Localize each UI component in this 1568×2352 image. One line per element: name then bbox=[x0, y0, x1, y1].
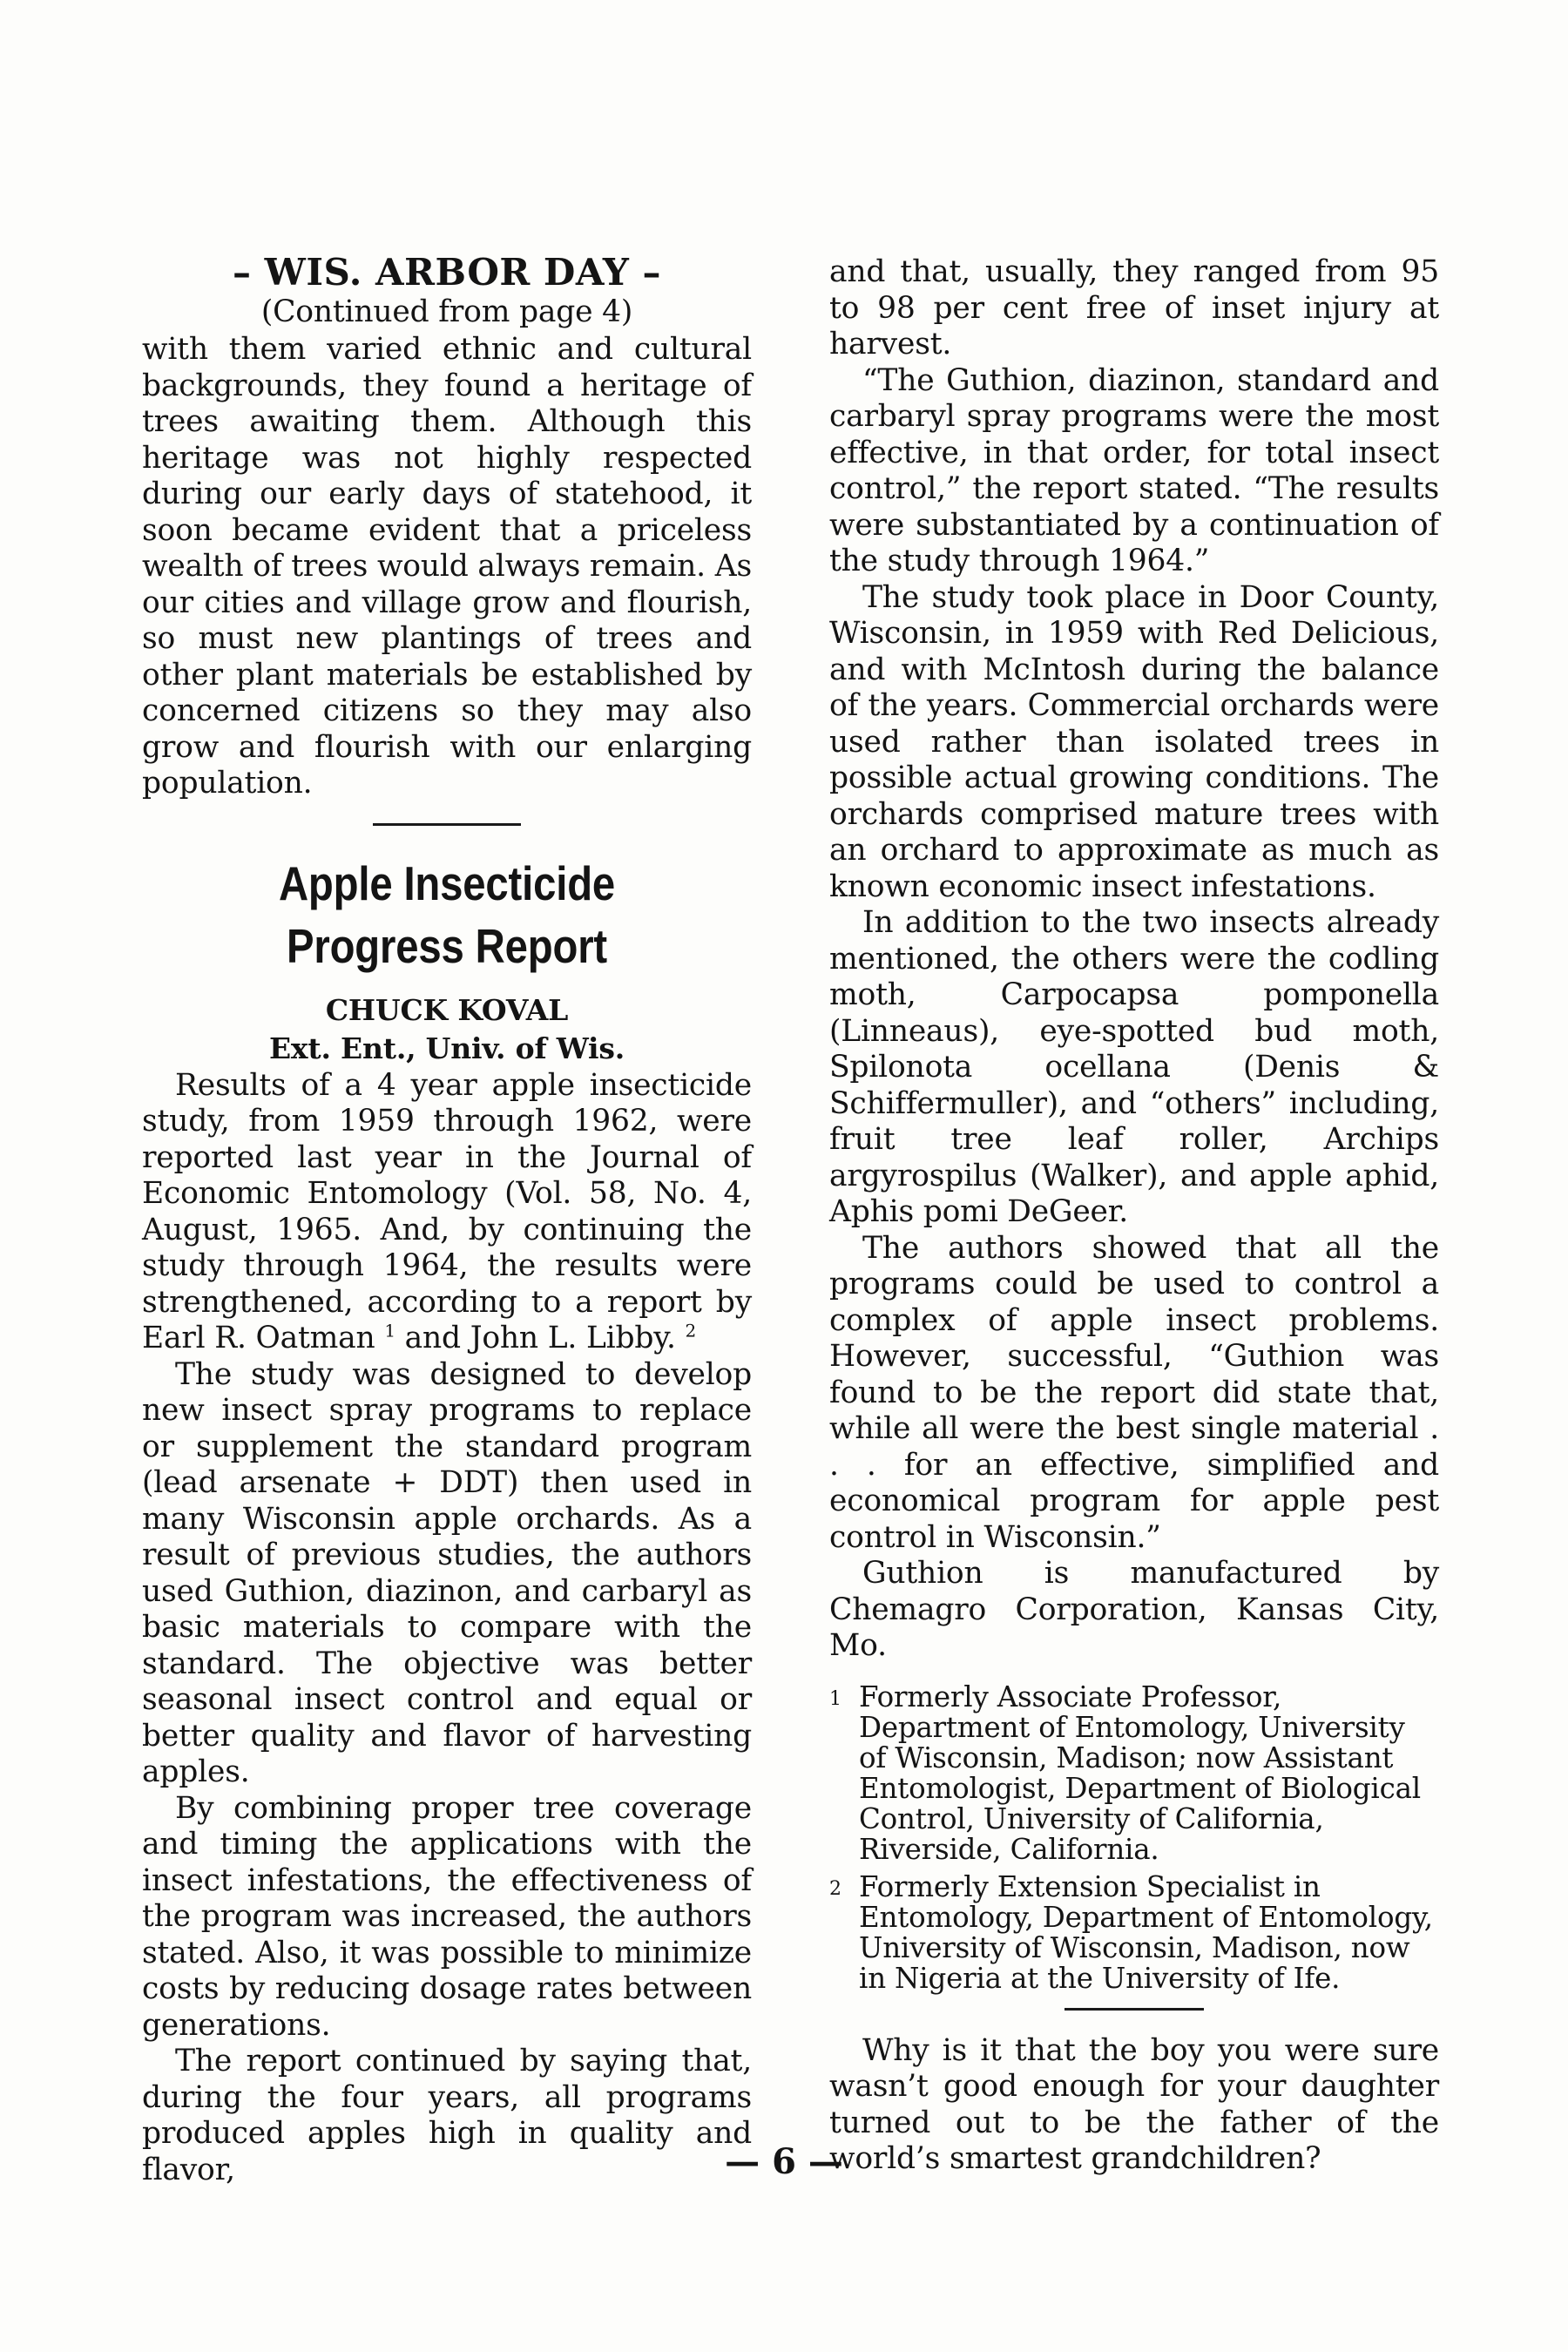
article-paragraph-8: In addition to the two insects already mentioned, the others were the codling moth, Carpocapsa pomponella (Linneaus), eye-spotted bud moth, Spilonota ocellana (Denis & Schiffermuller), and “others” including, fruit tree leaf roller, Archips argyrospilus (Walker), and apple aphid, Aphis pomi DeGeer. bbox=[829, 905, 1439, 1229]
arbor-day-paragraph: with them varied ethnic and cultural backgrounds, they found a heritage of trees awaiting them. Although this heritage was not highly respected during our early days of statehood, it soon became evident that a priceless wealth of trees would always remain. As our cities and village grow and flourish, so must new plantings of trees and other plant materials be established by concerned citizens so they may also grow and flourish with our enlarging population. bbox=[142, 332, 752, 801]
article-paragraph-2: The study was designed to develop new insect spray programs to replace or supplement the standard program (lead arsenate + DDT) then used in many Wisconsin apple orchards. As a result of previous studies, the authors used Guthion, diazinon, and carbaryl as basic materials to compare with the standard. The objective was better seasonal insect control and equal or better quality and flavor of harvesting apples. bbox=[142, 1356, 752, 1789]
footnotes bbox=[829, 1682, 1439, 1994]
article-paragraph-4: The report continued by saying that, during the four years, all programs produced apples high in quality and flavor, bbox=[142, 2044, 752, 2187]
article-paragraph-1 bbox=[142, 1068, 752, 1357]
footnote-mark: 1 bbox=[829, 1687, 841, 1710]
section-divider bbox=[373, 823, 521, 826]
footnote-ref-2: 2 bbox=[685, 1320, 697, 1342]
paragraph-text: Results of a 4 year apple insecticide study, from 1959 through 1962, were reported last year in the Journal of Economic Entomology (Vol. 58, No. 4, August, 1965. And, by continuing the study through 1964, the results were strengthened, according to a report by Earl R. Oatman bbox=[142, 1067, 752, 1355]
footnote-text: Formerly Associate Professor, Department of Entomology, University of Wisconsin, Madison; now Assistant Entomologist, Department of Biological Control, University of California, Riverside, California. bbox=[859, 1680, 1421, 1866]
paragraph-text: and John L. Libby. bbox=[404, 1321, 676, 1355]
right-column bbox=[829, 254, 1439, 2178]
left-column bbox=[142, 251, 752, 2188]
article-paragraph-7: The study took place in Door County, Wisconsin, in 1959 with Red Delicious, and with McIntosh during the balance of the years. Commercial orchards were used rather than isolated trees in possible actual growing conditions. The orchards comprised mature trees with an orchard to approximate as much as known economic insect infestations. bbox=[829, 579, 1439, 904]
article-paragraph-5: and that, usually, they ranged from 95 to 98 per cent free of inset injury at harvest. bbox=[829, 254, 1439, 362]
footnote-ref-1: 1 bbox=[384, 1320, 395, 1342]
joke-divider bbox=[1064, 2008, 1204, 2011]
article-paragraph-10: Guthion is manufactured by Chemagro Corporation, Kansas City, Mo. bbox=[829, 1556, 1439, 1663]
footnote-1 bbox=[829, 1682, 1439, 1865]
article-paragraph-9: The authors showed that all the programs could be used to control a complex of apple insect problems. However, successful, “Guthion was found to be the report did state that, while all were the best single material . . . for an effective, simplified and economical program for apple pest control in Wisconsin.” bbox=[829, 1230, 1439, 1555]
article-paragraph-6: “The Guthion, diazinon, standard and carbaryl spray programs were the most effective, in that order, for total insect control,” the report stated. “The results were substantiated by a continuation of the study through 1964.” bbox=[829, 362, 1439, 578]
footnote-2 bbox=[829, 1869, 1439, 1995]
joke-paragraph: Why is it that the boy you were sure wasn’t good enough for your daughter turned out to be the father of the world’s smartest grandchildren? bbox=[829, 2032, 1439, 2176]
page-number: — 6 — bbox=[725, 2141, 843, 2182]
continued-note: (Continued from page 4) bbox=[260, 294, 633, 329]
author-name: CHUCK KOVAL bbox=[325, 992, 569, 1027]
article-paragraph-3: By combining proper tree coverage and timing the applications with the insect infestations, the effectiveness of the program was increased, the authors stated. Also, it was possible to minimize costs by reducing dosage rates between generations. bbox=[142, 1790, 752, 2043]
footnote-mark: 2 bbox=[829, 1877, 841, 1900]
footnote-text: Formerly Extension Specialist in Entomology, Department of Entomology, University of Wisconsin, Madison, now in Nigeria at the University of Ife. bbox=[859, 1869, 1433, 1995]
article-headline: Apple Insecticide Progress Report bbox=[278, 855, 616, 973]
author-affiliation: Ext. Ent., Univ. of Wis. bbox=[268, 1031, 625, 1065]
section-title: – WIS. ARBOR DAY – bbox=[233, 251, 661, 294]
